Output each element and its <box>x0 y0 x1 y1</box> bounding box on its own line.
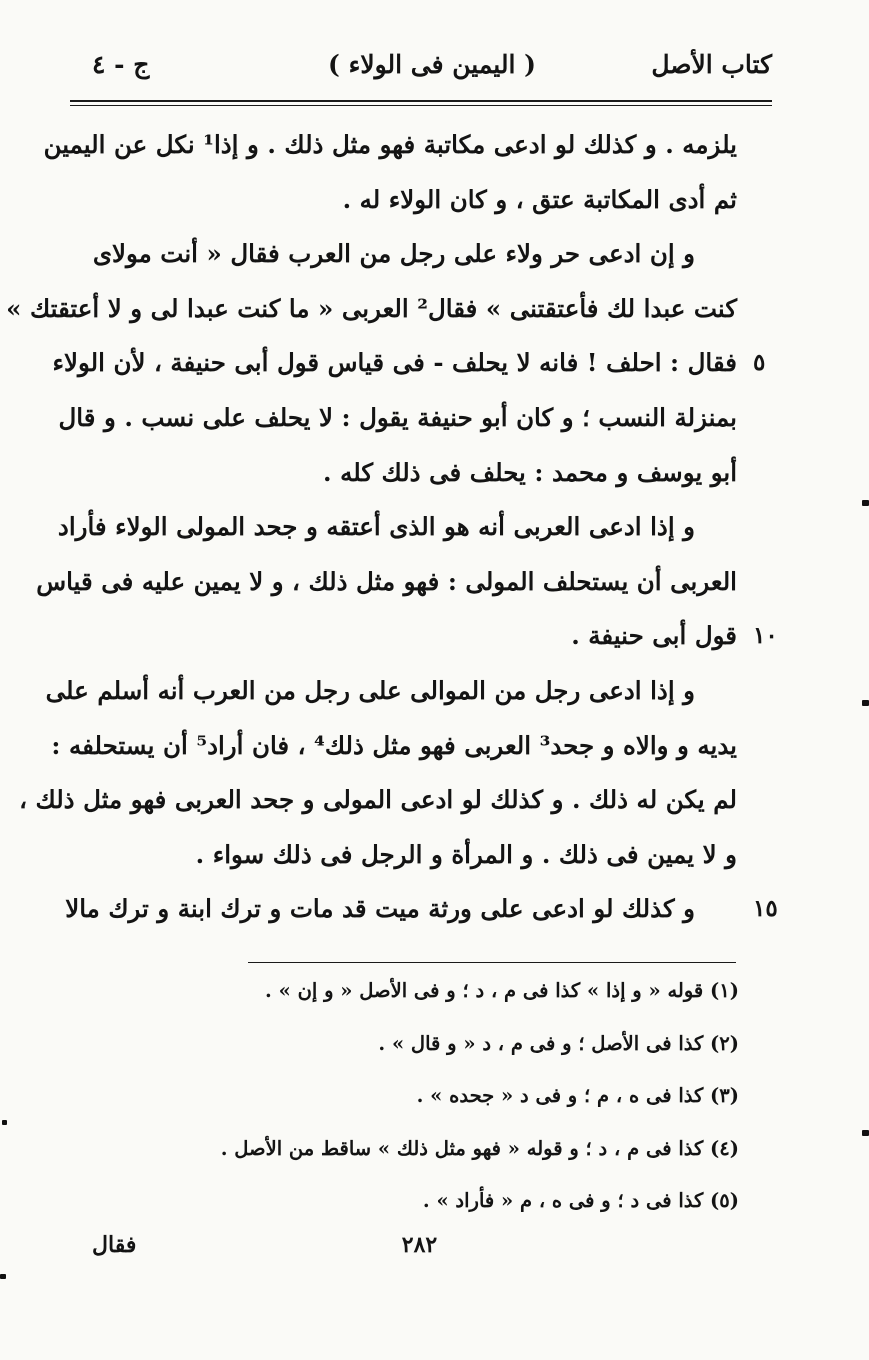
page-footer <box>92 1232 747 1268</box>
line-text: كنت عبدا لك فأعتقتنى » فقال² العربى « ما كنت عبدا لى و لا أعتقتك » <box>6 293 737 323</box>
footnote: (٣) كذا فى ه ، م ؛ و فى د « جحده » . <box>416 1084 739 1107</box>
line-text: يديه و والاه و جحد³ العربى فهو مثل ذلك⁴ ، فان أراد⁵ أن يستحلفه : <box>51 730 737 760</box>
volume-label: ج - ٤ <box>92 50 150 79</box>
footnote-rule <box>248 962 736 963</box>
text-line <box>85 173 737 228</box>
text-line <box>45 664 737 719</box>
text-line <box>85 828 737 883</box>
line-text: و إذا ادعى العربى أنه هو الذى أعتقه و جحد المولى الولاء فأراد <box>57 512 695 542</box>
line-number: ١٠ <box>753 622 778 650</box>
text-line <box>85 446 737 501</box>
line-text: و إذا ادعى رجل من الموالى على رجل من العرب أنه أسلم على <box>45 675 695 705</box>
scan-mark <box>862 500 869 506</box>
text-line <box>85 609 778 664</box>
line-text: و إن ادعى حر ولاء على رجل من العرب فقال « أنت مولاى <box>92 239 695 269</box>
footnotes <box>99 970 739 1233</box>
scan-mark <box>2 1120 7 1125</box>
line-text: العربى أن يستحلف المولى : فهو مثل ذلك ، و لا يمين عليه فى قياس <box>36 566 737 596</box>
text-line <box>52 336 766 391</box>
header-rule <box>70 100 772 102</box>
footnote: (٢) كذا فى الأصل ؛ و فى م ، د « و قال » . <box>378 1031 739 1055</box>
text-line <box>19 773 737 828</box>
line-number: ١٥ <box>753 895 778 923</box>
text-line <box>6 282 737 337</box>
footnote: (٤) كذا فى م ، د ؛ و قوله « فهو مثل ذلك » ساقط من الأصل . <box>220 1136 739 1160</box>
line-text: بمنزلة النسب ؛ و كان أبو حنيفة يقول : لا يحلف على نسب . و قال <box>58 402 737 432</box>
footnote: (٥) كذا فى د ؛ و فى ه ، م « فأراد » . <box>422 1189 739 1212</box>
catchword: فقال <box>92 1232 137 1258</box>
text-line <box>85 227 737 282</box>
chapter-title: ( اليمين فى الولاء ) <box>328 50 536 79</box>
body-text <box>6 118 778 937</box>
text-line <box>43 118 737 173</box>
line-number: ٥ <box>753 349 766 377</box>
text-line <box>57 500 737 555</box>
text-line <box>36 555 737 610</box>
line-text: أبو يوسف و محمد : يحلف فى ذلك كله . <box>323 457 737 487</box>
book-title: كتاب الأصل <box>651 50 772 79</box>
text-line <box>65 882 778 937</box>
running-header <box>92 50 772 90</box>
text-line <box>58 391 737 446</box>
text-line <box>51 719 737 774</box>
line-text: و لا يمين فى ذلك . و المرأة و الرجل فى ذلك سواء . <box>195 839 737 869</box>
line-text: فقال : احلف ! فانه لا يحلف - فى قياس قول أبى حنيفة ، لأن الولاء <box>52 348 737 378</box>
footnote: (١) قوله « و إذا » كذا فى م ، د ؛ و فى الأصل « و إن » . <box>265 979 739 1002</box>
line-text: ثم أدى المكاتبة عتق ، و كان الولاء له . <box>342 184 737 214</box>
line-text: لم يكن له ذلك . و كذلك لو ادعى المولى و جحد العربى فهو مثل ذلك ، <box>19 785 737 815</box>
line-text: يلزمه . و كذلك لو ادعى مكاتبة فهو مثل ذلك . و إذا¹ نكل عن اليمين <box>43 130 737 159</box>
header-rule-thin <box>70 105 772 106</box>
scan-mark <box>862 700 869 706</box>
line-text: قول أبى حنيفة . <box>571 621 737 651</box>
scan-mark <box>0 1274 6 1279</box>
scan-mark <box>862 1130 869 1136</box>
page-number: ٢٨٢ <box>401 1232 438 1258</box>
line-text: و كذلك لو ادعى على ورثة ميت قد مات و ترك ابنة و ترك مالا <box>65 894 695 924</box>
